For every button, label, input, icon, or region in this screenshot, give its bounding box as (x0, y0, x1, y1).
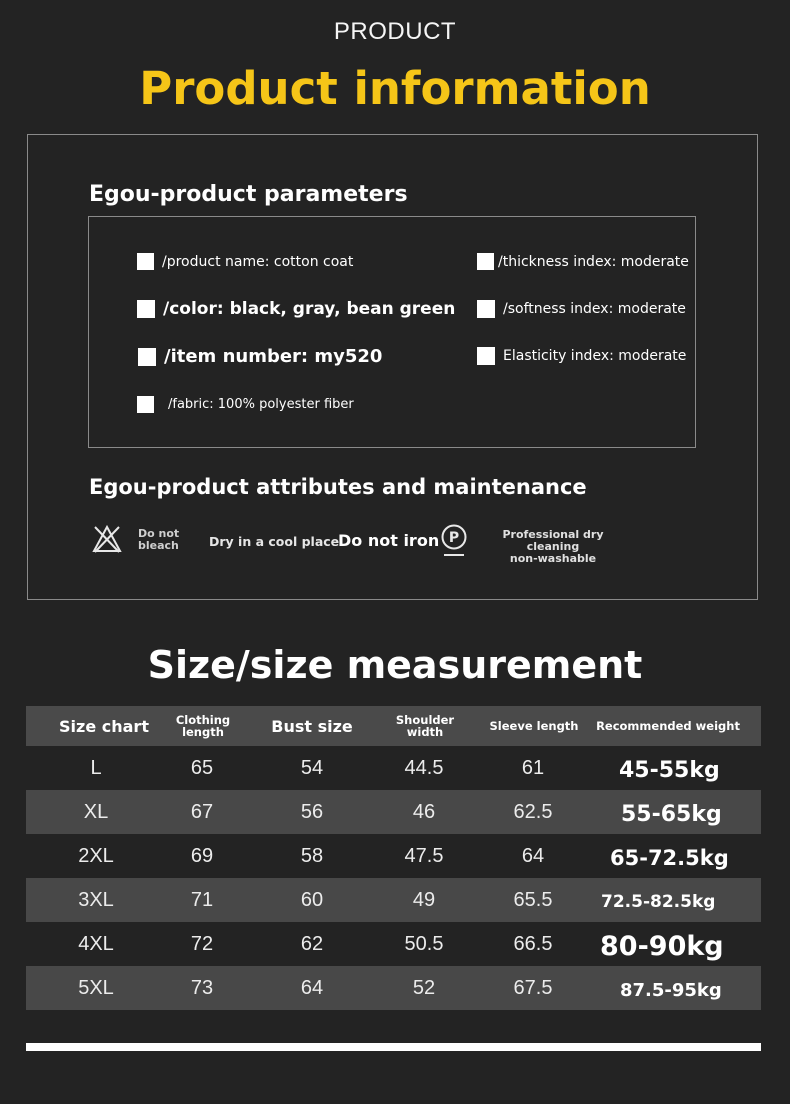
cell-weight: 65-72.5kg (610, 846, 729, 870)
checkbox-icon (477, 253, 494, 270)
param-label: /item number: my520 (164, 346, 383, 367)
param-label: Elasticity index: moderate (503, 348, 687, 364)
table-row (26, 834, 761, 878)
parameters-heading: Egou-product parameters (89, 182, 408, 207)
checkbox-icon (137, 300, 155, 318)
cell-weight: 72.5-82.5kg (601, 892, 716, 912)
cell-weight: 45-55kg (619, 757, 720, 783)
cell-bust: 60 (300, 888, 324, 911)
cell-sleeve: 64 (521, 844, 545, 867)
header-label: Shoulder (395, 713, 455, 727)
cell-weight: 55-65kg (621, 801, 722, 827)
param-elasticity (477, 347, 686, 365)
cell-bust: 56 (300, 800, 324, 823)
table-row (26, 790, 761, 834)
cell-sleeve: 67.5 (513, 976, 553, 999)
care-no-iron: Do not iron (338, 531, 440, 550)
cell-sleeve: 62.5 (513, 800, 553, 823)
cell-shoulder: 49 (412, 888, 436, 911)
cell-length: 71 (190, 888, 214, 911)
table-row (26, 746, 761, 790)
param-label: /color: black, gray, bean green (163, 299, 456, 319)
header-size (26, 706, 182, 746)
care-dry-cleaning (482, 529, 624, 565)
cell-sleeve: 66.5 (513, 932, 553, 955)
param-thickness (477, 253, 689, 270)
cell-sleeve: 65.5 (513, 888, 553, 911)
cell-shoulder: 47.5 (404, 844, 444, 867)
cell-weight: 80-90kg (600, 930, 724, 962)
header-label: Bust size (271, 716, 353, 736)
header-label: Clothing (175, 713, 231, 727)
no-bleach-icon (92, 524, 122, 554)
header-weight (592, 706, 744, 746)
care-line: non-washable (509, 552, 597, 565)
parameters-box (88, 216, 696, 448)
param-label: /softness index: moderate (503, 301, 686, 317)
cell-size: XL (83, 800, 109, 823)
cell-bust: 58 (300, 844, 324, 867)
cell-bust: 62 (300, 932, 324, 955)
param-label: /product name: cotton coat (162, 253, 354, 270)
header-label: Recommended weight (596, 719, 740, 733)
table-row (26, 966, 761, 1010)
cell-shoulder: 46 (412, 800, 436, 823)
cell-size: 5XL (78, 976, 114, 999)
table-row (26, 922, 761, 966)
header-label: Sleeve length (489, 719, 579, 733)
care-no-bleach (138, 528, 179, 552)
table-header-row (26, 706, 761, 746)
cell-bust: 54 (300, 756, 324, 779)
size-table (26, 706, 761, 1010)
param-color (137, 299, 455, 319)
header-clothing-length (164, 706, 242, 746)
cell-size: 4XL (78, 932, 114, 955)
param-label: /fabric: 100% polyester fiber (168, 397, 354, 412)
param-label: /thickness index: moderate (498, 253, 689, 270)
cell-shoulder: 44.5 (404, 756, 444, 779)
cell-length: 73 (190, 976, 214, 999)
cell-length: 67 (190, 800, 214, 823)
cell-length: 72 (190, 932, 214, 955)
attributes-heading: Egou-product attributes and maintenance (89, 475, 587, 499)
header-sleeve (484, 706, 584, 746)
cell-size: L (90, 756, 102, 779)
cell-sleeve: 61 (521, 756, 545, 779)
dry-clean-p-icon (440, 524, 468, 558)
top-label: PRODUCT (333, 18, 457, 45)
cell-bust: 64 (300, 976, 324, 999)
cell-length: 65 (190, 756, 214, 779)
cell-weight: 87.5-95kg (620, 979, 722, 1001)
param-fabric (137, 396, 354, 413)
cell-size: 2XL (78, 844, 114, 867)
size-section-title: Size/size measurement (147, 643, 643, 687)
care-line: Do not (138, 527, 180, 540)
param-product-name (137, 253, 353, 270)
header-label: Size chart (59, 716, 149, 736)
header-shoulder (386, 706, 464, 746)
cell-size: 3XL (78, 888, 114, 911)
checkbox-icon (138, 348, 156, 366)
param-item-number (138, 346, 382, 367)
page-title: Product information (139, 62, 651, 115)
cell-length: 69 (190, 844, 214, 867)
svg-text:P: P (448, 530, 460, 546)
header-bust (262, 706, 362, 746)
checkbox-icon (477, 300, 495, 318)
care-line: bleach (138, 539, 179, 552)
checkbox-icon (137, 396, 154, 413)
care-dry-cool: Dry in a cool place (209, 534, 340, 549)
checkbox-icon (477, 347, 495, 365)
bottom-divider (26, 1043, 761, 1051)
header-label: length (182, 725, 224, 739)
table-row (26, 878, 761, 922)
param-softness (477, 300, 686, 318)
checkbox-icon (137, 253, 154, 270)
cell-shoulder: 52 (412, 976, 436, 999)
cell-shoulder: 50.5 (404, 932, 444, 955)
care-line: Professional dry cleaning (502, 528, 604, 553)
header-label: width (406, 725, 444, 739)
